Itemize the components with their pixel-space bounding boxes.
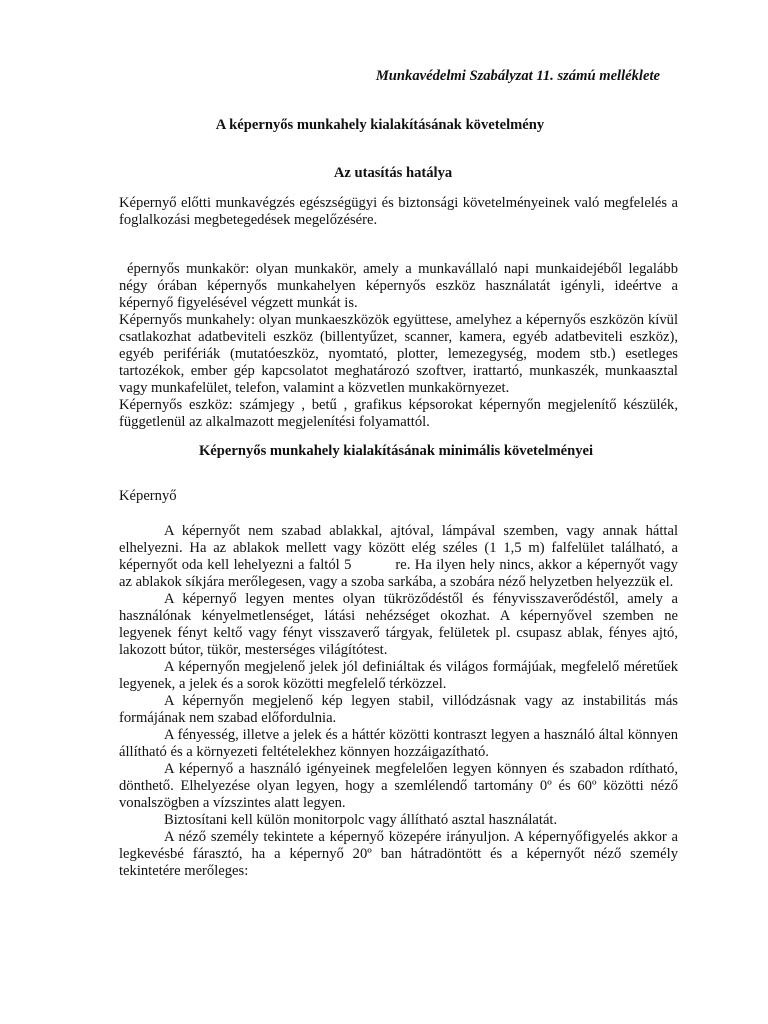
section-heading-minimum: Képernyős munkahely kialakításának minimális követelményei — [198, 443, 594, 459]
paragraph: A néző személy tekintete a képernyő közepére irányuljon. A képernyőfigyelés akkor a legkevésbé fárasztó, ha a képernyő 20º ban hátradöntött és a képernyőt néző személy tekintetére merőleges: — [119, 829, 678, 879]
definition-item: épernyős munkakör: olyan munkakör, amely a munkavállaló napi munkaidejéből legalább négy órában képernyős munkahelyen képernyős eszköz használatát igényli, ideértve a képernyő figyelésével végzett munkát is. — [119, 261, 678, 311]
paragraph: A fényesség, illetve a jelek és a háttér közötti kontraszt legyen a használó által könnyen állítható és a környezeti feltételekhez könnyen hozzáigazítható. — [119, 727, 678, 760]
requirements-body — [119, 523, 678, 880]
paragraph: A képernyőn megjelenő kép legyen stabil, villódzásnak vagy az instabilitás más formájának nem szabad előfordulnia. — [119, 693, 678, 726]
paragraph-text: rdítható, dönthető. Elhelyezése olyan legyen, hogy a szemlélendő tartomány 0º és 60º közötti néző vonalszögben a vízszintes alatt legyen. — [119, 761, 678, 811]
definitions-block — [119, 261, 678, 431]
paragraph — [119, 523, 678, 591]
paragraph — [119, 761, 678, 812]
section-heading-scope: Az utasítás hatálya — [333, 165, 453, 181]
subheading-screen: Képernyő — [119, 488, 177, 504]
document-title: A képernyős munkahely kialakításának követelmény — [215, 117, 545, 133]
paragraph-text: A képernyő a használó igényeinek megfelelően legyen könnyen és szabadon — [164, 761, 624, 777]
annex-reference: Munkavédelmi Szabályzat 11. számú melléklete — [375, 68, 660, 84]
paragraph-text: re. Ha ilyen hely nincs, akkor a képernyőt vagy az ablakok síkjára merőlegesen, vagy a szoba sarkába, a szobára néző helyzetben helyezzük el. — [119, 557, 678, 590]
paragraph: A képernyő legyen mentes olyan tükröződéstől és fényvisszaverődéstől, amely a használónak kényelmetlenséget, látási nehézséget okozhat. A képernyővel szemben ne legyenek fényt keltő vagy fényt visszaverő tárgyak, felületek pl. csupasz ablak, fényes ajtó, lakozott bútor, tükör, mesterséges világítótest. — [119, 591, 678, 658]
definition-item: Képernyős munkahely: olyan munkaeszközök együttese, amelyhez a képernyős eszközön kívül csatlakozhat adatbeviteli eszköz (billentyűzet, scanner, kamera, egyéb adatbeviteli eszköz), egyéb perifériák (mutatóeszköz, nyomtató, plotter, lemezegység, modem stb.) esetleges tartozékok, ember gép kapcsolatot meghatározó szoftver, irattartó, munkaszék, munkaasztal vagy munkafelület, telefon, valamint a közvetlen munkakörnyezet. — [119, 312, 678, 396]
paragraph: A képernyőn megjelenő jelek jól definiáltak és világos formájúak, megfelelő méretűek legyenek, a jelek és a sorok közötti megfelelő térközzel. — [119, 659, 678, 692]
definition-item: Képernyős eszköz: számjegy , betű , grafikus képsorokat képernyőn megjelenítő készülék, függetlenül az alkalmazott megjelenítési folyamattól. — [119, 397, 678, 430]
paragraph-text: A képernyőt nem szabad ablakkal, ajtóval, lámpával szemben, vagy annak háttal elhelyezni. Ha az ablakok mellett vagy között elég széles (1 1,5 m) falfelület található, a képernyőt oda kell lehelyezni a faltól 5 — [119, 523, 678, 573]
intro-paragraph: Képernyő előtti munkavégzés egészségügyi és biztonsági követelményeinek való megfelelés a foglalkozási megbetegedések megelőzésére. — [119, 195, 678, 228]
paragraph: Biztosítani kell külön monitorpolc vagy állítható asztal használatát. — [164, 812, 558, 828]
